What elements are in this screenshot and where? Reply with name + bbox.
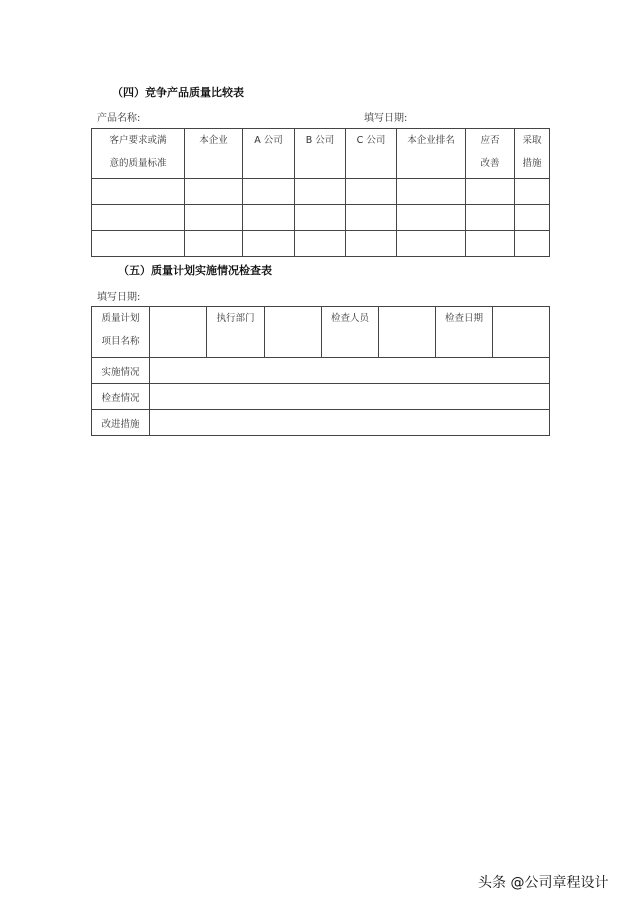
table-cell[interactable]	[92, 205, 185, 231]
plan-item-value[interactable]	[150, 307, 207, 358]
fill-date-label: 填写日期:	[364, 113, 408, 124]
competitor-comparison-table	[91, 128, 550, 257]
table-cell[interactable]	[515, 231, 550, 257]
table-row	[92, 384, 550, 410]
table-cell[interactable]	[466, 231, 515, 257]
product-name-label: 产品名称:	[97, 113, 141, 124]
row-label-improvement: 改进措施	[92, 410, 150, 436]
section4-title: （四）竞争产品质量比较表	[112, 86, 244, 99]
table-row	[92, 179, 550, 205]
header-inspector: 检查人员	[322, 307, 379, 358]
row-label-inspection: 检查情况	[92, 384, 150, 410]
table-cell[interactable]	[515, 205, 550, 231]
table-cell[interactable]	[466, 205, 515, 231]
table-cell[interactable]	[185, 205, 243, 231]
table-cell[interactable]	[92, 231, 185, 257]
implementation-value[interactable]	[150, 358, 550, 384]
header-company-b: B 公司	[295, 129, 346, 179]
table-cell[interactable]	[466, 179, 515, 205]
table-cell[interactable]	[243, 231, 295, 257]
header-own-rank: 本企业排名	[397, 129, 466, 179]
header-plan-item: 质量计划 项目名称	[92, 307, 150, 358]
fill-date-label-2: 填写日期:	[97, 292, 141, 303]
table-cell[interactable]	[397, 205, 466, 231]
table-cell[interactable]	[185, 231, 243, 257]
improvement-value[interactable]	[150, 410, 550, 436]
table-cell[interactable]	[185, 179, 243, 205]
table-row	[92, 410, 550, 436]
table-cell[interactable]	[243, 205, 295, 231]
header-own-company: 本企业	[185, 129, 243, 179]
check-header-row	[92, 307, 550, 358]
table-cell[interactable]	[295, 231, 346, 257]
section5-title: （五）质量计划实施情况检查表	[118, 264, 272, 277]
header-inspect-date: 检查日期	[436, 307, 493, 358]
comparison-header-row	[92, 129, 550, 179]
table-row	[92, 205, 550, 231]
table-cell[interactable]	[295, 179, 346, 205]
table-cell[interactable]	[515, 179, 550, 205]
exec-dept-value[interactable]	[265, 307, 322, 358]
header-improve: 应否 改善	[466, 129, 515, 179]
header-exec-dept: 执行部门	[207, 307, 265, 358]
table-cell[interactable]	[346, 179, 397, 205]
table-cell[interactable]	[92, 179, 185, 205]
header-quality-standard: 客户要求或满 意的质量标准	[92, 129, 185, 179]
inspector-value[interactable]	[379, 307, 436, 358]
table-row	[92, 358, 550, 384]
inspection-value[interactable]	[150, 384, 550, 410]
table-cell[interactable]	[243, 179, 295, 205]
table-cell[interactable]	[295, 205, 346, 231]
table-row	[92, 231, 550, 257]
table-cell[interactable]	[346, 205, 397, 231]
header-company-c: C 公司	[346, 129, 397, 179]
header-company-a: A 公司	[243, 129, 295, 179]
table-cell[interactable]	[397, 231, 466, 257]
row-label-implementation: 实施情况	[92, 358, 150, 384]
table-cell[interactable]	[346, 231, 397, 257]
quality-plan-check-table	[91, 306, 550, 436]
table-cell[interactable]	[397, 179, 466, 205]
header-measures: 采取 措施	[515, 129, 550, 179]
inspect-date-value[interactable]	[493, 307, 550, 358]
watermark-text: 头条 @公司章程设计	[478, 875, 609, 891]
